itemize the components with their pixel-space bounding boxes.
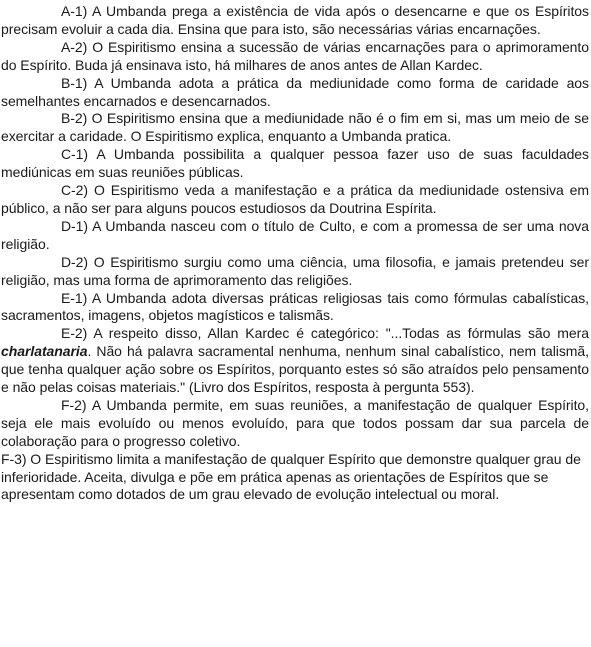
paragraph-f2: F-2) A Umbanda permite, em suas reuniões, a manifestação de qualquer Espírito, seja ele mais evoluído ou menos evoluído, para que todos possam dar sua parcela de colaboração para o progresso coletivo. <box>1 396 589 449</box>
paragraph-e1: E-1) A Umbanda adota diversas práticas religiosas tais como fórmulas cabalísticas, sacramentos, imagens, objetos magísticos e talismãs. <box>1 289 589 324</box>
paragraph-b2: B-2) O Espiritismo ensina que a mediunidade não é o fim em si, mas um meio de se exercitar a caridade. O Espiritismo explica, enquanto a Umbanda pratica. <box>1 110 589 145</box>
paragraph-d2: D-2) O Espiritismo surgiu como uma ciência, uma filosofia, e jamais pretendeu ser religião, mas uma forma de aprimoramento das religiões. <box>1 253 589 288</box>
paragraph-b1: B-1) A Umbanda adota a prática da mediunidade como forma de caridade aos semelhantes encarnados e desencarnados. <box>1 74 589 109</box>
paragraph-c2: C-2) O Espiritismo veda a manifestação e a prática da mediunidade ostensiva em público, a não ser para alguns poucos estudiosos da Doutrina Espírita. <box>1 182 589 216</box>
paragraph-c1: C-1) A Umbanda possibilita a qualquer pessoa fazer uso de suas faculdades mediúnicas em suas reuniões públicas. <box>1 146 589 181</box>
paragraph-a1: A-1) A Umbanda prega a existência de vida após o desencarne e que os Espíritos precisam evoluir a cada dia. Ensina que para isto, são necessárias várias encarnações. <box>1 3 589 37</box>
paragraph-e2-text-after: . Não há palavra sacramental nenhuma, nenhum sinal cabalístico, nem talismã, que tenha qualquer ação sobre os Espíritos, porquanto estes só são atraídos pelo pensamento e não pelas coisas materiais." (Livro dos Espíritos, resposta à pergunta 553). <box>1 343 589 396</box>
paragraph-e2 <box>1 325 589 397</box>
paragraph-e2-text-before: E-2) A respeito disso, Allan Kardec é categórico: "...Todas as fórmulas são mera <box>61 325 589 342</box>
paragraph-a2: A-2) O Espiritismo ensina a sucessão de várias encarnações para o aprimoramento do Espírito. Buda já ensinava isto, há milhares de anos antes de Allan Kardec. <box>1 38 589 73</box>
emphasized-word: charlatanaria <box>1 343 88 360</box>
paragraph-f3: F-3) O Espiritismo limita a manifestação de qualquer Espírito que demonstre qualquer grau de inferioridade. Aceita, divulga e põe em prática apenas as orientações de Espíritos que se apresentam como dotados de um grau elevado de evolução intelectual ou moral. <box>1 450 581 503</box>
paragraph-d1: D-1) A Umbanda nasceu com o título de Culto, e com a promessa de ser uma nova religião. <box>1 217 589 252</box>
